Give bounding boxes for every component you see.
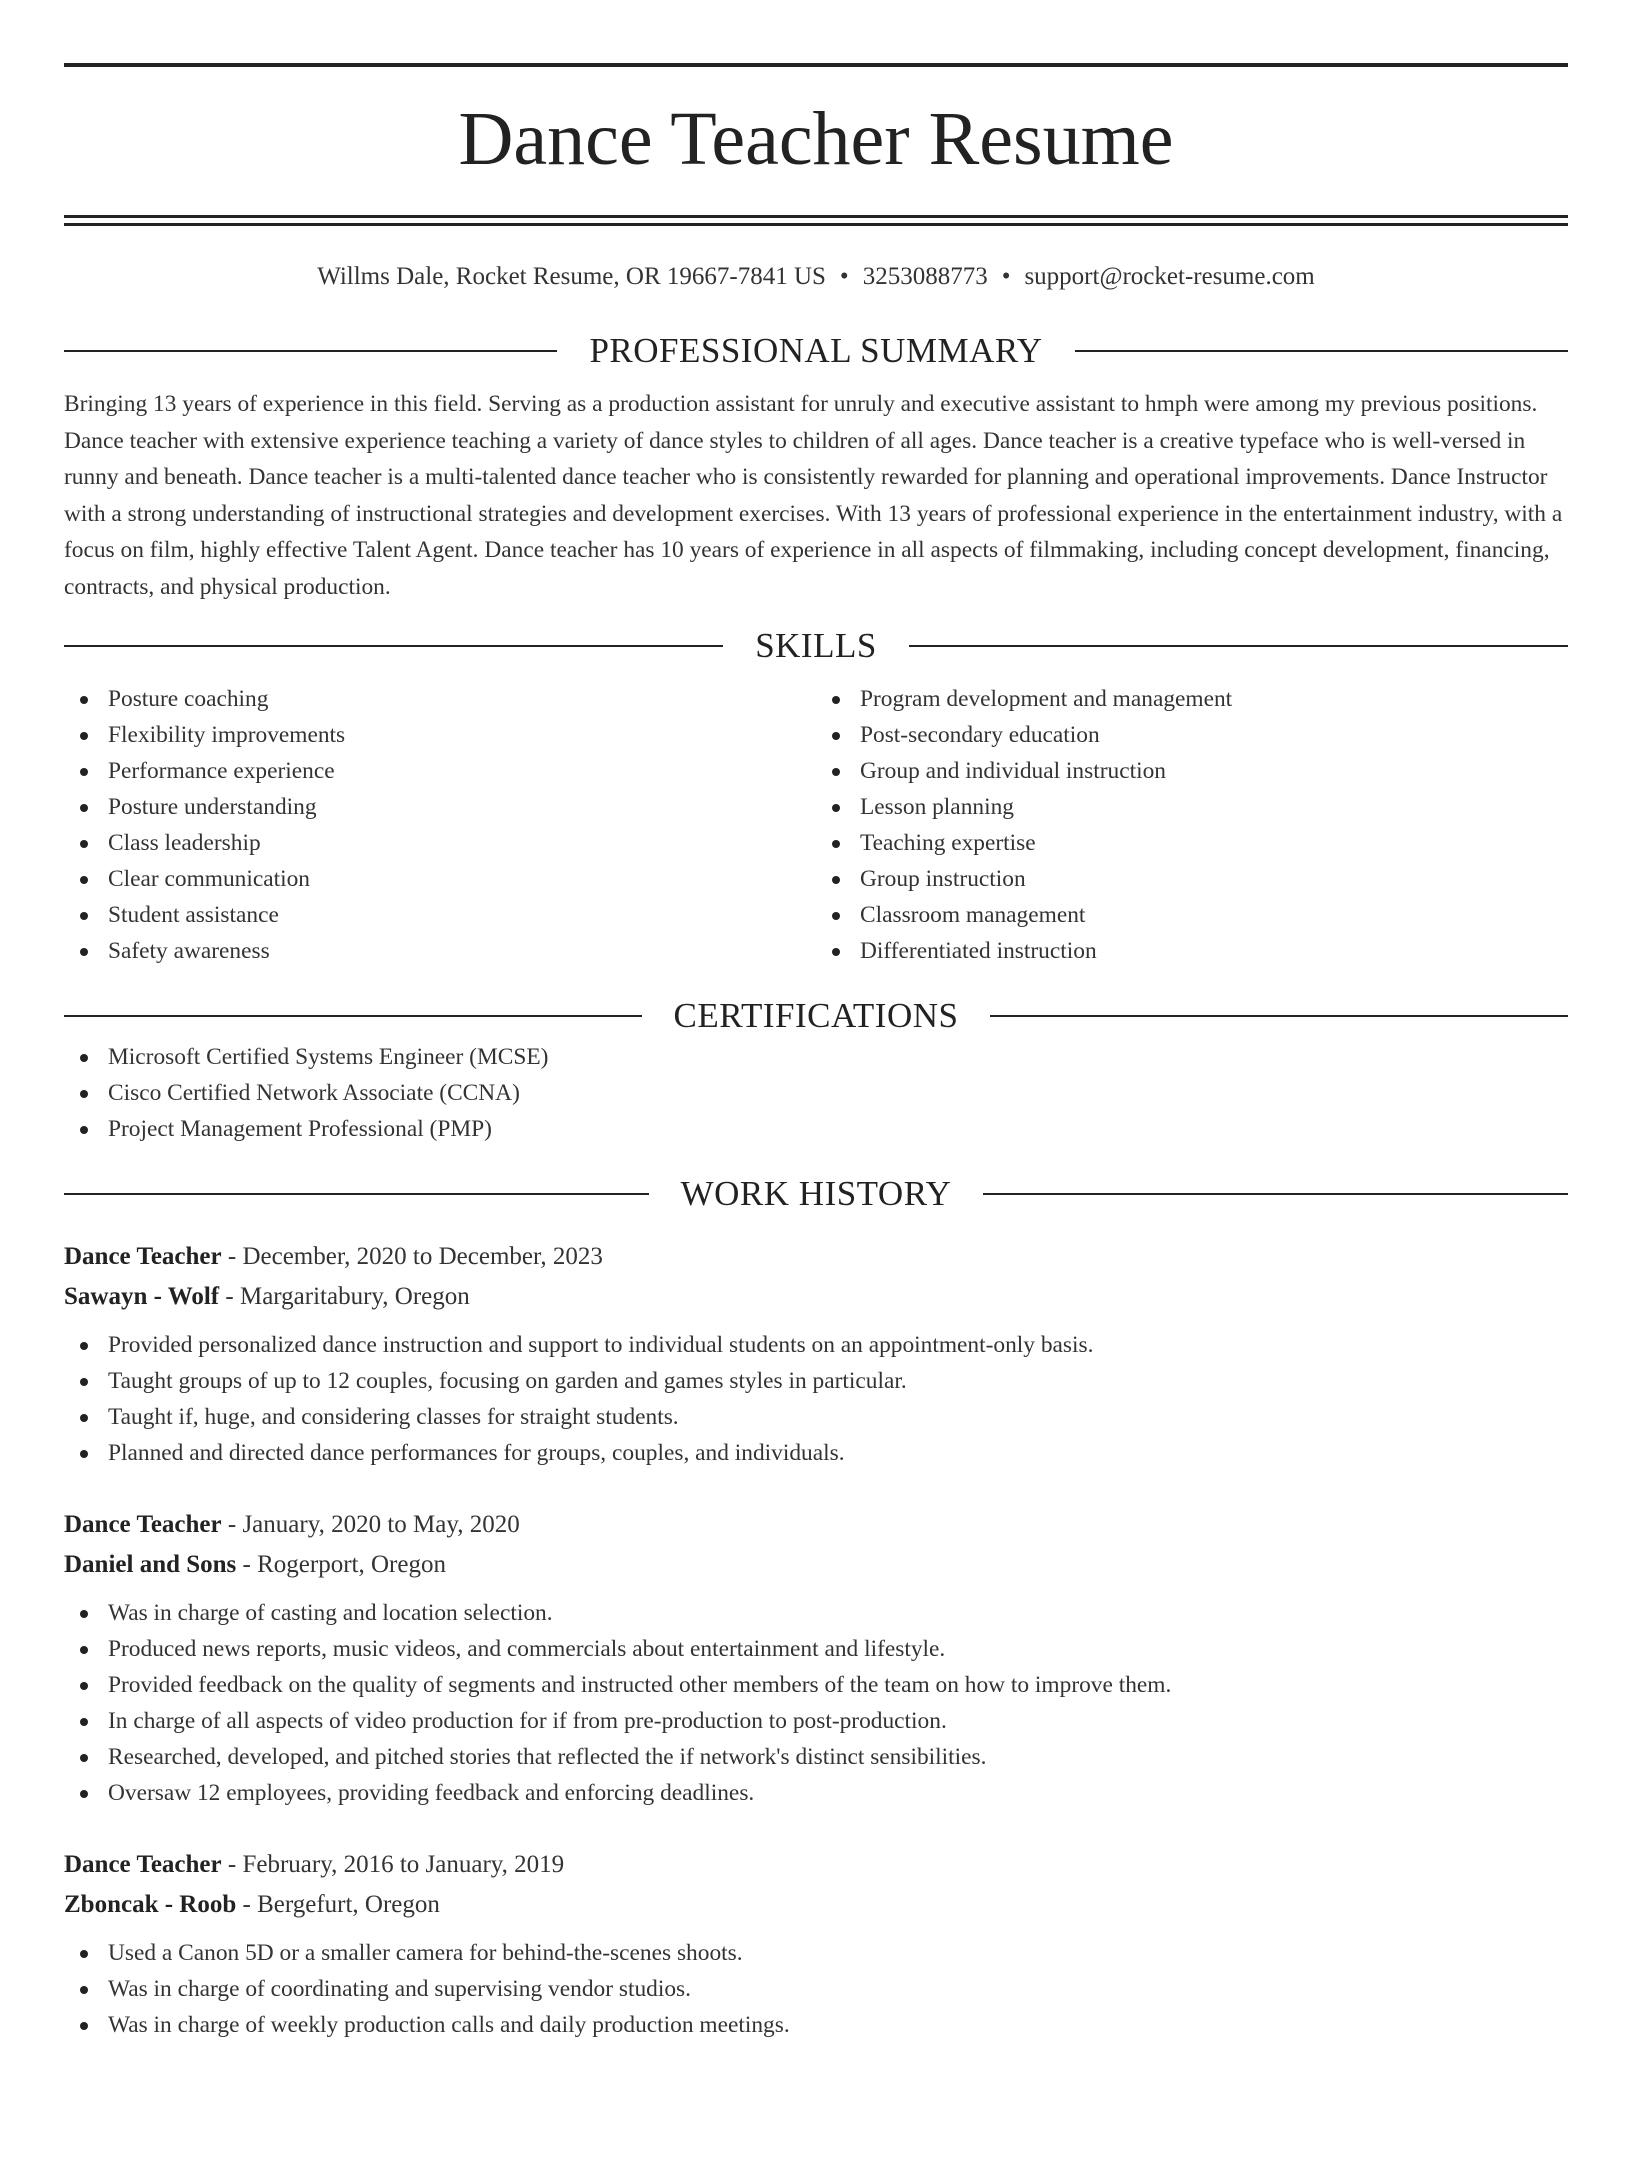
job-title: Dance Teacher <box>64 1243 222 1270</box>
certifications-heading-label: CERTIFICATIONS <box>673 996 959 1035</box>
job-location: - Rogerport, Oregon <box>236 1551 446 1578</box>
skills-list-right <box>816 681 1568 969</box>
skills-list-left <box>64 681 816 969</box>
job-duty-item: Taught groups of up to 12 couples, focusing on garden and games styles in particular. <box>64 1363 1568 1399</box>
heading-rule-left <box>64 1193 649 1195</box>
heading-rule-right <box>1075 350 1568 352</box>
job-company-line <box>64 1545 1568 1585</box>
job-title-line <box>64 1845 1568 1885</box>
skill-item: Teaching expertise <box>816 825 1568 861</box>
job-duty-item: Researched, developed, and pitched stories that reflected the if network's distinct sensibilities. <box>64 1739 1568 1775</box>
job-duty-item: Produced news reports, music videos, and commercials about entertainment and lifestyle. <box>64 1631 1568 1667</box>
job-company-line <box>64 1885 1568 1925</box>
contact-phone: 3253088773 <box>862 263 988 290</box>
job-company: Sawayn - Wolf <box>64 1283 220 1310</box>
summary-text: Bringing 13 years of experience in this field. Serving as a production assistant for unruly and executive assistant to hmph were among my previous positions. Dance teacher with extensive experience teaching a variety of dance styles to children of all ages. Dance teacher is a creative typeface who is well-versed in runny and beneath. Dance teacher is a multi-talented dance teacher who is consistently rewarded for planning and operational improvements. Dance Instructor with a strong understanding of instructional strategies and development exercises. With 13 years of professional experience in the entertainment industry, with a focus on film, highly effective Talent Agent. Dance teacher has 10 years of experience in all aspects of filmmaking, including concept development, financing, contracts, and physical production. <box>64 391 1563 600</box>
heading-rule-left <box>64 645 723 647</box>
resume-title: Dance Teacher Resume <box>458 97 1174 181</box>
summary-heading-label: PROFESSIONAL SUMMARY <box>589 331 1043 370</box>
skill-item: Program development and management <box>816 681 1568 717</box>
skill-item: Posture coaching <box>64 681 816 717</box>
job-duty-item: Planned and directed dance performances for groups, couples, and individuals. <box>64 1435 1568 1471</box>
work-history-heading <box>64 1171 1568 1217</box>
contact-address: Willms Dale, Rocket Resume, OR 19667-7841 US <box>317 263 826 290</box>
job-title: Dance Teacher <box>64 1511 222 1538</box>
skill-item: Performance experience <box>64 753 816 789</box>
certifications-list <box>64 1039 1568 1147</box>
job-duty-item: Oversaw 12 employees, providing feedback and enforcing deadlines. <box>64 1775 1568 1811</box>
job-duties-list <box>64 1595 1568 1811</box>
skill-item: Classroom management <box>816 897 1568 933</box>
resume-page <box>0 63 1632 2175</box>
job-location: - Bergefurt, Oregon <box>236 1891 440 1918</box>
contact-line <box>64 260 1568 294</box>
heading-rule-left <box>64 350 557 352</box>
certification-item: Project Management Professional (PMP) <box>64 1111 1568 1147</box>
job-duty-item: In charge of all aspects of video production for if from pre-production to post-production. <box>64 1703 1568 1739</box>
contact-separator: • <box>1001 263 1011 290</box>
skill-item: Safety awareness <box>64 933 816 969</box>
skills-heading <box>64 623 1568 669</box>
skill-item: Lesson planning <box>816 789 1568 825</box>
skills-heading-label: SKILLS <box>755 626 877 665</box>
skill-item: Differentiated instruction <box>816 933 1568 969</box>
job-duty-item: Taught if, huge, and considering classes for straight students. <box>64 1399 1568 1435</box>
skill-item: Class leadership <box>64 825 816 861</box>
title-double-rule <box>64 215 1568 226</box>
job-entry <box>64 1845 1568 2043</box>
skill-item: Clear communication <box>64 861 816 897</box>
job-entry <box>64 1237 1568 1471</box>
skill-item: Group instruction <box>816 861 1568 897</box>
job-dates: - December, 2020 to December, 2023 <box>221 1243 603 1270</box>
heading-rule-right <box>909 645 1568 647</box>
skill-item: Group and individual instruction <box>816 753 1568 789</box>
job-company: Zboncak - Roob <box>64 1891 237 1918</box>
summary-heading <box>64 328 1568 374</box>
job-dates: - January, 2020 to May, 2020 <box>221 1511 520 1538</box>
heading-rule-left <box>64 1015 642 1017</box>
contact-email: support@rocket-resume.com <box>1024 263 1315 290</box>
job-duty-item: Provided personalized dance instruction and support to individual students on an appointment-only basis. <box>64 1327 1568 1363</box>
job-entry <box>64 1505 1568 1811</box>
job-title-line <box>64 1237 1568 1277</box>
job-company-line <box>64 1277 1568 1317</box>
work-history-list <box>64 1237 1568 2043</box>
contact-separator: • <box>839 263 849 290</box>
heading-rule-right <box>990 1015 1568 1017</box>
job-duty-item: Was in charge of weekly production calls and daily production meetings. <box>64 2007 1568 2043</box>
job-title: Dance Teacher <box>64 1851 222 1878</box>
job-duties-list <box>64 1327 1568 1471</box>
skills-columns <box>64 681 1568 969</box>
job-title-line <box>64 1505 1568 1545</box>
certifications-heading <box>64 993 1568 1039</box>
work-history-heading-label: WORK HISTORY <box>680 1174 952 1213</box>
job-company: Daniel and Sons <box>64 1551 237 1578</box>
certification-item: Microsoft Certified Systems Engineer (MCSE) <box>64 1039 1568 1075</box>
job-dates: - February, 2016 to January, 2019 <box>221 1851 565 1878</box>
heading-rule-right <box>983 1193 1568 1195</box>
job-duty-item: Was in charge of coordinating and supervising vendor studios. <box>64 1971 1568 2007</box>
skill-item: Flexibility improvements <box>64 717 816 753</box>
job-location: - Margaritabury, Oregon <box>219 1283 470 1310</box>
skill-item: Student assistance <box>64 897 816 933</box>
skill-item: Posture understanding <box>64 789 816 825</box>
job-duty-item: Used a Canon 5D or a smaller camera for behind-the-scenes shoots. <box>64 1935 1568 1971</box>
skill-item: Post-secondary education <box>816 717 1568 753</box>
job-duty-item: Provided feedback on the quality of segments and instructed other members of the team on how to improve them. <box>64 1667 1568 1703</box>
job-duty-item: Was in charge of casting and location selection. <box>64 1595 1568 1631</box>
certification-item: Cisco Certified Network Associate (CCNA) <box>64 1075 1568 1111</box>
top-rule <box>64 63 1568 67</box>
job-duties-list <box>64 1935 1568 2043</box>
